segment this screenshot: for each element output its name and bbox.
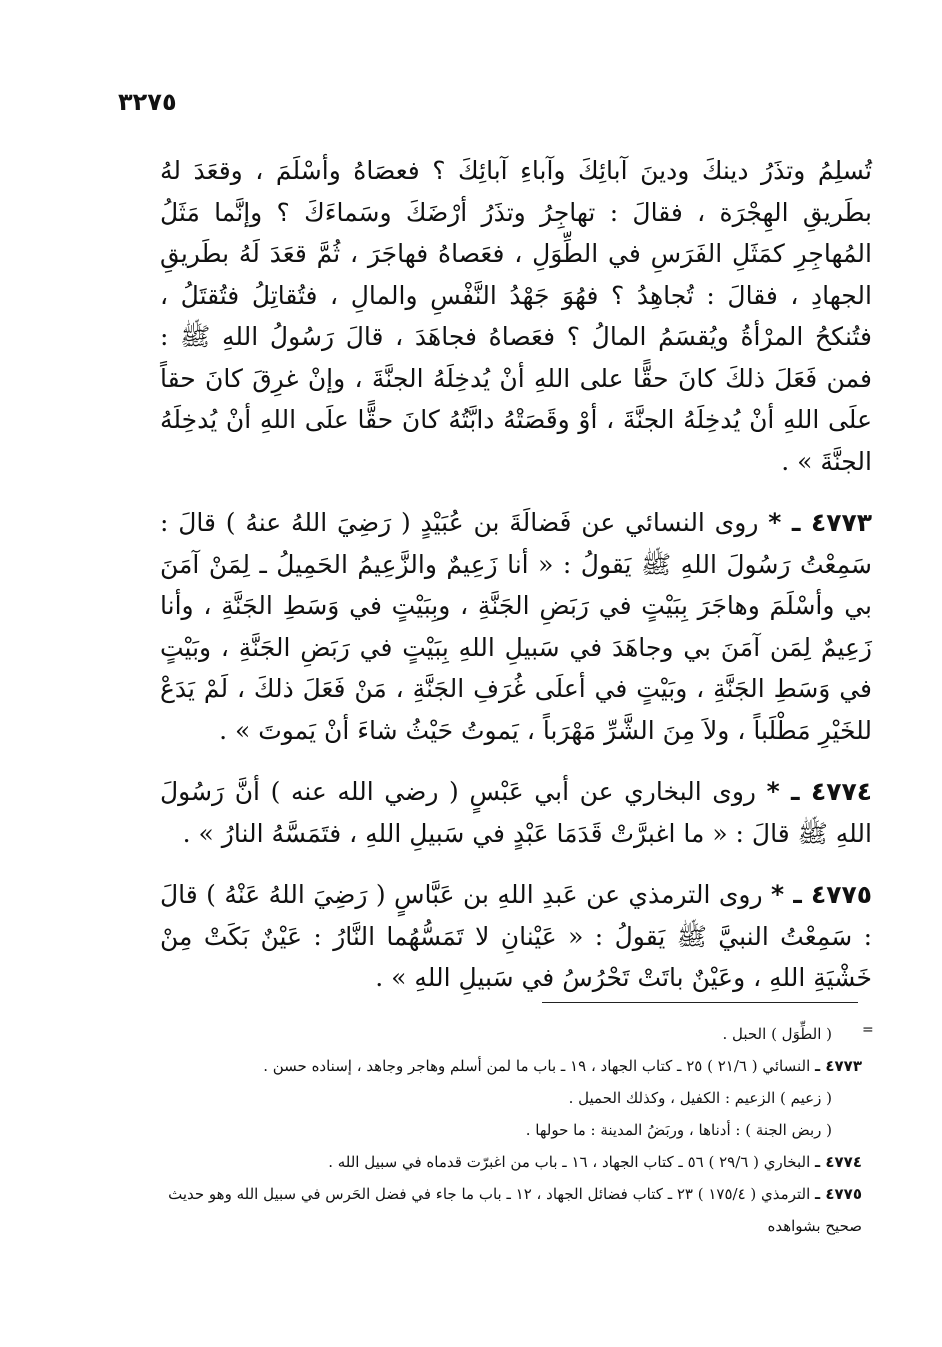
footnote-line [160,1018,862,1050]
main-text [160,150,872,999]
footnote-line [160,1146,862,1178]
footnotes [160,1018,862,1242]
footnote-text: ( الطِّوَل ) الحبل . [722,1025,832,1043]
hadith-number: ٤٧٧٤ ـ * [766,777,873,806]
footnote-line [160,1050,862,1082]
footnote-text: ( زعيم ) الزعيم : الكفيل ، وكذلك الحميل . [568,1089,832,1107]
footnote-divider [542,1002,858,1003]
footnote-text: البخاري ( ٢٩/٦ ) ٥٦ ـ كتاب الجهاد ، ١٦ ـ باب من اغبرّت قدماه في سبيل الله . [328,1153,811,1171]
hadith-4774 [160,771,872,854]
hadith-number: ٤٧٧٣ ـ * [768,508,873,537]
page-number: ٣٢٧٥ [118,88,177,116]
footnote-continuation-mark: = [862,1022,874,1038]
footnote-number: ٤٧٧٣ ـ [815,1057,862,1075]
footnote-text: الترمذي ( ١٧٥/٤ ) ٢٣ ـ كتاب فضائل الجهاد ، ١٢ ـ باب ما جاء في فضل الحَرس في سبيل الله وهو حديث صحيح بشواهده [168,1185,862,1235]
footnote-text: النسائي ( ٢١/٦ ) ٢٥ ـ كتاب الجهاد ، ١٩ ـ باب ما لمن أسلم وهاجر وجاهد ، إسناده حسن . [263,1057,811,1075]
hadith-text: روى البخاري عن أبي عَبْسٍ ( رضي الله عنه ) أنَّ رَسُولَ اللهِ ﷺ قالَ : « ما اغبرَّتْ قَدَمَا عَبْدٍ في سَبيلِ اللهِ ، فتَمَسَّهُ النارُ » . [160,777,872,848]
footnote-number: ٤٧٧٥ ـ [815,1185,862,1203]
footnote-number: ٤٧٧٤ ـ [815,1153,862,1171]
footnote-line [160,1082,862,1114]
continuation-paragraph: تُسلِمُ وتذَرُ دينكَ ودينَ آبائِكَ وآباءِ آبائِكَ ؟ فعصَاهُ وأسْلَمَ ، وقعَدَ لهُ بطَريقِ الهِجْرَة ، فقالَ : تهاجِرُ وتذَرُ أرْضَكَ وسَماءَكَ ؟ وإنَّما مَثَلُ المُهاجِرِ كمَثَلِ الفَرَسِ في الطِّوَلِ ، فعَصاهُ فهاجَرَ ، ثُمَّ قعَدَ لَهُ بطَريقِ الجهادِ ، فقالَ : تُجاهِدُ ؟ فهُوَ جَهْدُ النَّفْسِ والمالِ ، فتُقاتِلُ فتُقتَلُ ، فتُنكحُ المرْأةُ ويُقسَمُ المالُ ؟ فعَصاهُ فجاهَدَ ، قالَ رَسُولُ اللهِ ﷺ : فمن فَعَلَ ذلكَ كانَ حقًّا على اللهِ أنْ يُدخِلَهُ الجنَّةَ ، وإنْ غرِقَ كانَ حقاً علَى اللهِ أنْ يُدخِلَهُ الجنَّةَ ، أوْ وقَصَتْهُ دابَّتُهُ كانَ حقًّا علَى اللهِ أنْ يُدخِلَهُ الجنَّةَ » . [160,156,872,476]
hadith-4775 [160,874,872,999]
footnote-line [160,1178,862,1242]
footnote-text: ( ربض الجنة ) : أدناها ، وربَضُ المدينة : ما حولها . [525,1121,832,1139]
hadith-text: روى النسائي عن فَضالَةَ بن عُبَيْدٍ ( رَضِيَ اللهُ عنهُ ) قالَ : سَمِعْتُ رَسُولَ اللهِ ﷺ يَقولُ : « أنا زَعِيمٌ والزَّعِيمُ الحَمِيلُ ـ لِمَنْ آمَنَ بي وأسْلَمَ وهاجَرَ بِبَيْتٍ في رَبَضِ الجَنَّةِ ، وبِبَيْتٍ في وَسَطِ الجَنَّةِ ، وأنا زَعِيمٌ لِمَن آمَنَ بي وجاهَدَ في سَبيلِ اللهِ بِبَيْتٍ في رَبَضِ الجَنَّةِ ، وبَيْتٍ في وَسَطِ الجَنَّةِ ، وبَيْتٍ في أعلَى غُرَفِ الجَنَّةِ ، مَنْ فَعَلَ ذلكَ ، لَمْ يَدَعْ للخَيْرِ مَطْلَباً ، ولاَ مِنَ الشَّرِّ مَهْرَباً ، يَموتُ حَيْثُ شاءَ أنْ يَموتَ » . [160,508,872,745]
hadith-4773 [160,502,872,751]
footnote-line [160,1114,862,1146]
hadith-number: ٤٧٧٥ ـ * [770,880,872,909]
hadith-text: روى الترمذي عن عَبدِ اللهِ بن عَبَّاسٍ ( رَضِيَ اللهُ عَنْهُ ) قالَ : سَمِعْتُ النبيَّ ﷺ يَقولُ : « عَيْنانِ لا تَمَسُّهُما النَّارُ : عَيْنٌ بَكَتْ مِنْ خَشْيَةِ اللهِ ، وعَيْنٌ باتَتْ تَحْرُسُ في سَبيلِ اللهِ » . [160,880,872,992]
